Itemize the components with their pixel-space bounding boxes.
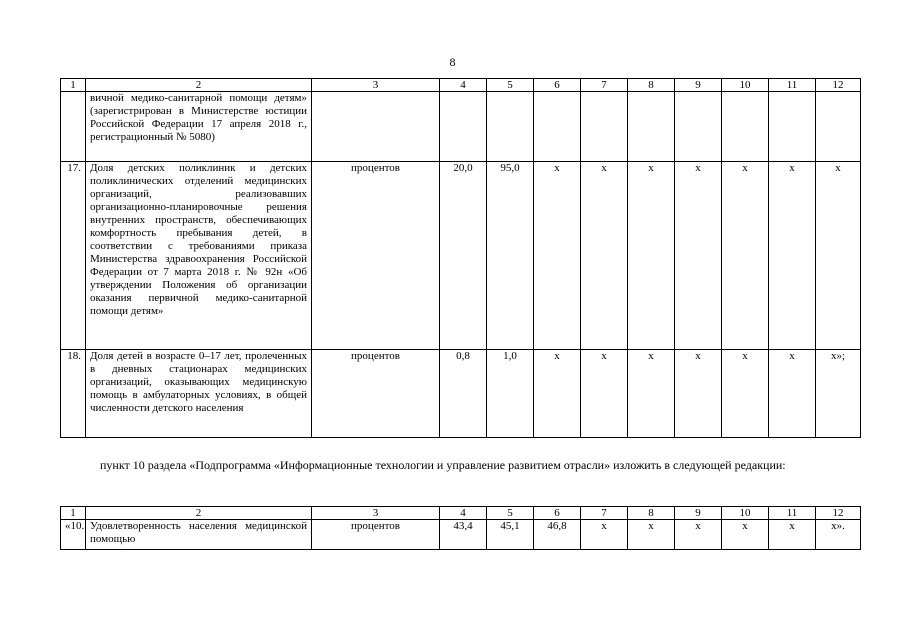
column-header: 2 xyxy=(86,507,312,520)
column-header: 8 xyxy=(628,79,675,92)
value-cell xyxy=(816,92,861,162)
value-cell: х xyxy=(769,520,816,550)
value-cell: х xyxy=(628,520,675,550)
row-number-cell: 18. xyxy=(61,350,86,438)
table-row xyxy=(61,350,861,438)
column-header: 7 xyxy=(581,507,628,520)
value-cell: х xyxy=(675,350,722,438)
value-cell: 45,1 xyxy=(487,520,534,550)
value-cell xyxy=(722,92,769,162)
amendment-table xyxy=(60,506,861,550)
column-header: 7 xyxy=(581,79,628,92)
column-header: 3 xyxy=(312,79,440,92)
column-header: 10 xyxy=(722,507,769,520)
column-header: 4 xyxy=(440,79,487,92)
indicator-name-cell: Доля детей в возрасте 0–17 лет, пролеченных в дневных стационарах медицинских организаций, оказывающих медицинскую помощь в амбулаторных условиях, в общей численности детского населения xyxy=(86,350,312,438)
value-cell xyxy=(487,92,534,162)
table-row xyxy=(61,520,861,550)
unit-cell: процентов xyxy=(312,162,440,350)
value-cell: х xyxy=(675,162,722,350)
value-cell: 20,0 xyxy=(440,162,487,350)
header-row xyxy=(61,79,861,92)
column-header: 6 xyxy=(534,507,581,520)
column-header: 4 xyxy=(440,507,487,520)
value-cell xyxy=(440,92,487,162)
indicator-name-cell: Доля детских поликлиник и детских поликлинических отделений медицинских организаций, реализовавших организационно-планировочные решения внутренних пространств, обеспечивающих комфортность пребывания детей, в соответствии с требованиями приказа Министерства здравоохранения Российской Федерации от 7 марта 2018 г. № 92н «Об утверждении Положения об организации оказания первичной медико-санитарной помощи детям» xyxy=(86,162,312,350)
row-number-cell: 17. xyxy=(61,162,86,350)
value-cell: х xyxy=(581,162,628,350)
unit-cell xyxy=(312,92,440,162)
amendment-paragraph: пункт 10 раздела «Подпрограмма «Информационные технологии и управление развитием отрасли» изложить в следующей редакции: xyxy=(100,458,786,472)
column-header: 5 xyxy=(487,79,534,92)
value-cell: х»; xyxy=(816,350,861,438)
page-number: 8 xyxy=(449,55,456,69)
unit-cell: процентов xyxy=(312,520,440,550)
value-cell xyxy=(628,92,675,162)
column-header: 11 xyxy=(769,79,816,92)
value-cell: 0,8 xyxy=(440,350,487,438)
value-cell: х xyxy=(769,162,816,350)
column-header: 8 xyxy=(628,507,675,520)
column-header: 3 xyxy=(312,507,440,520)
column-header: 1 xyxy=(61,79,86,92)
column-header: 10 xyxy=(722,79,769,92)
value-cell: х xyxy=(581,350,628,438)
column-header: 12 xyxy=(816,507,861,520)
row-number-cell xyxy=(61,92,86,162)
row-number-cell: «10. xyxy=(61,520,86,550)
unit-cell: процентов xyxy=(312,350,440,438)
indicator-name-cell: вичной медико-санитарной помощи детям» (зарегистрирован в Министерстве юстиции Российской Федерации 17 апреля 2018 г., регистрационный № 5080) xyxy=(86,92,312,162)
table-row xyxy=(61,92,861,162)
header-row xyxy=(61,507,861,520)
value-cell: 46,8 xyxy=(534,520,581,550)
column-header: 9 xyxy=(675,507,722,520)
value-cell xyxy=(534,92,581,162)
value-cell: х xyxy=(628,350,675,438)
value-cell: 1,0 xyxy=(487,350,534,438)
value-cell: х xyxy=(534,162,581,350)
indicators-table xyxy=(60,78,861,438)
indicator-name-cell: Удовлетворенность населения медицинской помощью xyxy=(86,520,312,550)
value-cell xyxy=(581,92,628,162)
column-header: 2 xyxy=(86,79,312,92)
value-cell: 95,0 xyxy=(487,162,534,350)
column-header: 12 xyxy=(816,79,861,92)
column-header: 6 xyxy=(534,79,581,92)
value-cell: х xyxy=(628,162,675,350)
value-cell: х xyxy=(722,520,769,550)
value-cell xyxy=(769,92,816,162)
value-cell: х xyxy=(722,350,769,438)
value-cell: х xyxy=(722,162,769,350)
value-cell: х xyxy=(534,350,581,438)
value-cell: х xyxy=(581,520,628,550)
column-header: 1 xyxy=(61,507,86,520)
value-cell: 43,4 xyxy=(440,520,487,550)
table-row xyxy=(61,162,861,350)
value-cell: х xyxy=(816,162,861,350)
value-cell: х». xyxy=(816,520,861,550)
column-header: 9 xyxy=(675,79,722,92)
column-header: 5 xyxy=(487,507,534,520)
value-cell: х xyxy=(769,350,816,438)
value-cell: х xyxy=(675,520,722,550)
value-cell xyxy=(675,92,722,162)
column-header: 11 xyxy=(769,507,816,520)
